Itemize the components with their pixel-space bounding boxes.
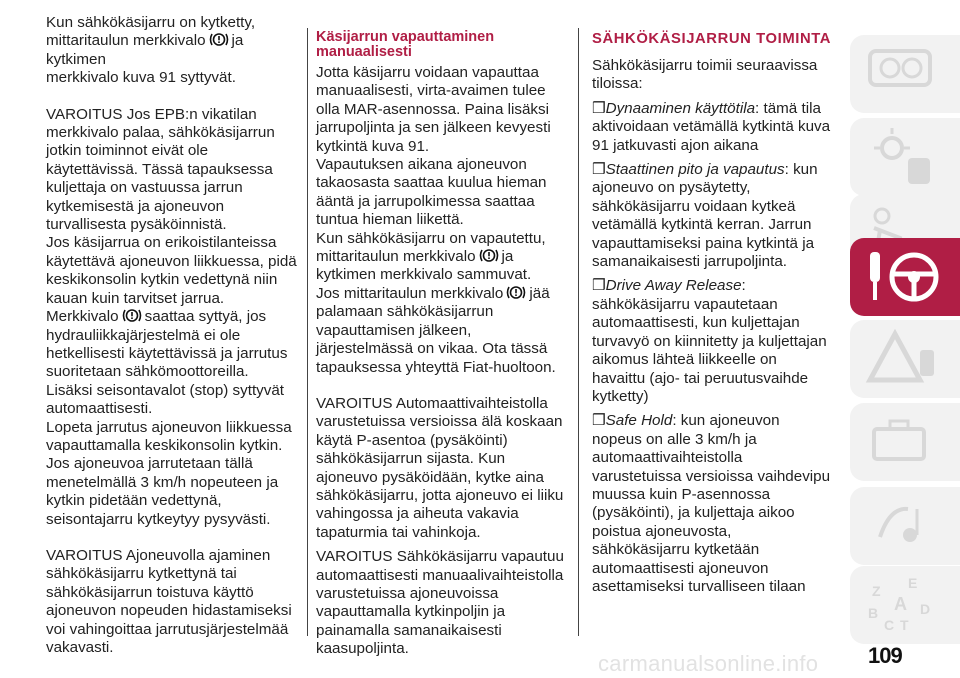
steering-key-icon <box>850 238 960 316</box>
list-item-title: Safe Hold <box>605 412 673 430</box>
bullet-icon: ❒ <box>592 412 606 430</box>
svg-text:Z: Z <box>872 583 881 599</box>
brake-warning-icon <box>478 248 500 263</box>
paragraph: Sähkökäsijarru toimii seuraavissa tiloissa: <box>592 57 818 93</box>
bullet-icon: ❒ <box>592 277 606 295</box>
text: ja kytkimen merkkivalo sammuvat. <box>316 248 532 284</box>
svg-text:B: B <box>868 605 879 621</box>
text: ja kytkimen <box>46 32 244 68</box>
watermark: carmanualsonline.info <box>598 651 819 676</box>
warning-text: VAROITUS Ajoneuvolla ajaminen sähkökäsijarru kytkettynä tai sähkökäsijarrun toistuva käyttö ajoneuvon nopeuden hidastamiseksi voi vahingoittaa jarrutusjärjestelmää vakavasti. <box>46 546 292 656</box>
column-2 <box>316 14 570 659</box>
tab-media[interactable] <box>850 487 960 565</box>
paragraph: Jos ajoneuvoa jarrutetaan tällä menetelmällä 3 km/h nopeuteen ja kytkin pidetään vedettynä, seisontajarru kytkeytyy pysyvästi. <box>46 455 279 528</box>
brake-warning-icon <box>208 32 230 47</box>
svg-text:T: T <box>900 617 909 633</box>
paragraph: Lopeta jarrutus ajoneuvon liikkuessa vapauttamalla keskikonsolin kytkin. <box>46 418 292 454</box>
paragraph: Kun sähkökäsijarru on kytketty, <box>46 14 256 31</box>
list-item-text: : kun ajoneuvo on pysäytetty, sähkökäsijarru voidaan kytkeä vetämällä kytkintä kerran. Jarrun vapauttamiseksi paina kytkintä ja samanaikaisesti jarrupoljinta. <box>592 161 818 271</box>
list-item <box>592 277 832 406</box>
brake-warning-icon <box>121 308 143 323</box>
paragraph <box>316 285 570 377</box>
tab-dashboard[interactable] <box>850 35 960 113</box>
text: saattaa syttyä, jos hydrauliikkajärjestelmä ei ole hetkellisesti käytettävissä ja jarrutus suoritetaan sähkömoottoreilla. <box>46 308 288 381</box>
brake-warning-icon <box>505 285 527 300</box>
text: Jos mittaritaulun merkkivalo <box>316 284 504 302</box>
list-item-text: : tämä tila aktivoidaan vetämällä kytkintä kuva 91 jatkuvasti ajon aikana <box>592 99 831 154</box>
paragraph <box>46 308 300 382</box>
page-number: 109 <box>868 643 902 668</box>
column-divider <box>578 28 579 636</box>
tab-emergency[interactable] <box>850 320 960 398</box>
text: jää palamaan sähkökäsijarrun vapauttamisen jälkeen, järjestelmässä on vikaa. Ota tässä tapauksessa yhteyttä Fiat-huoltoon. <box>316 284 556 376</box>
list-item <box>592 161 832 271</box>
section-heading: Käsijarrun vapauttaminen manuaalisesti <box>316 29 495 60</box>
svg-text:E: E <box>908 575 918 591</box>
list-item <box>592 412 832 596</box>
index-icon <box>850 566 960 644</box>
warning-text: VAROITUS Jos EPB:n vikatilan merkkivalo palaa, sähkökäsijarrun jotkin toiminnot eivät ole käytettävissä. Tässä tapauksessa kuljettaja on vastuussa jarrun kytkemisestä ja ajoneuvon turvallisesta pysäköinnistä. <box>46 105 275 234</box>
paragraph <box>316 230 570 285</box>
dashboard-icon <box>850 35 960 113</box>
paragraph: merkkivalo kuva 91 syttyvät. <box>46 69 236 87</box>
list-item-title: Dynaaminen käyttötila <box>605 99 756 117</box>
media-icon <box>850 487 960 565</box>
list-item-title: Staattinen pito ja vapautus <box>605 161 785 179</box>
text: Kun sähkökäsijarru on vapautettu, mittaritaulun merkkivalo <box>316 229 546 266</box>
toolbox-icon <box>850 403 960 481</box>
tab-maintenance[interactable] <box>850 403 960 481</box>
paragraph: Lisäksi seisontavalot (stop) syttyvät automaattisesti. <box>46 381 285 418</box>
svg-text:A: A <box>894 594 907 614</box>
column-divider <box>307 28 308 636</box>
lights-icon <box>850 118 960 196</box>
text: mittaritaulun merkkivalo <box>46 32 206 50</box>
column-3 <box>592 14 832 596</box>
paragraph <box>46 32 300 69</box>
list-item-title: Drive Away Release <box>605 277 742 295</box>
tab-lights[interactable] <box>850 118 960 196</box>
warning-text: VAROITUS Sähkökäsijarru vapautuu automaattisesti manuaalivaihteistolla varustetuissa ajoneuvoissa vapauttamalla kytkinpoljin ja painamalla samanaikaisesti kaasupoljinta. <box>316 548 564 658</box>
column-1 <box>46 14 300 657</box>
paragraph: Jotta käsijarru voidaan vapauttaa manuaalisesti, virta-avaimen tulee olla MAR-asennossa. Paina lisäksi jarrupoljinta ja sen jälkeen kevyesti kytkintä kuva 91. <box>316 64 551 155</box>
svg-text:D: D <box>920 601 931 617</box>
warning-icon <box>850 320 960 398</box>
tab-starting-driving[interactable] <box>850 238 960 316</box>
chapter-tabs <box>850 0 960 678</box>
text: Merkkivalo <box>46 308 119 326</box>
bullet-icon: ❒ <box>592 99 606 117</box>
paragraph: Jos käsijarrua on erikoistilanteissa käytettävä ajoneuvon liikkuessa, pidä keskikonsolin kytkin vedettynä niin kauan kuin tarvitset jarrua. <box>46 234 297 307</box>
svg-text:C: C <box>884 617 895 633</box>
list-item <box>592 100 832 155</box>
tab-index[interactable] <box>850 566 960 644</box>
section-heading: SÄHKÖKÄSIJARRUN TOIMINTA <box>592 31 832 47</box>
paragraph: Vapautuksen aikana ajoneuvon takaosasta saattaa kuulua hieman ääntä ja jarrupolkimessa saattaa tuntua hieman liikettä. <box>316 156 547 229</box>
list-item-text: : sähkökäsijarru vapautetaan automaattisesti, kun kuljettajan turvavyö on kiinnitetty ja kuljettajan aikomus lähteä liikkeelle on havaittu (ajo- tai peruutusvaihde kytketty) <box>592 277 827 405</box>
warning-text: VAROITUS Automaattivaihteistolla varustetuissa versioissa älä koskaan käytä P-asentoa (pysäköinti) sähkökäsijarrun sijasta. Kun ajoneuvo pysäköidään, kytke aina sähkökäsijarru, jotta ajoneuvo ei liiku vahingossa ja aiheuta vakavia tapaturmia tai vahinkoja. <box>316 394 564 541</box>
list-item-text: : kun ajoneuvon nopeus on alle 3 km/h ja automaattivaihteistolla varustetuissa versioissa vaihdevipu muussa kuin P-asennossa (pysäköinti), ja kuljettaja aikoo poistua ajoneuvosta, sähkökäsijarru kytketään automaattisesti ajoneuvon asettamiseksi turvalliseen tilaan <box>592 412 831 595</box>
bullet-icon: ❒ <box>592 161 606 179</box>
